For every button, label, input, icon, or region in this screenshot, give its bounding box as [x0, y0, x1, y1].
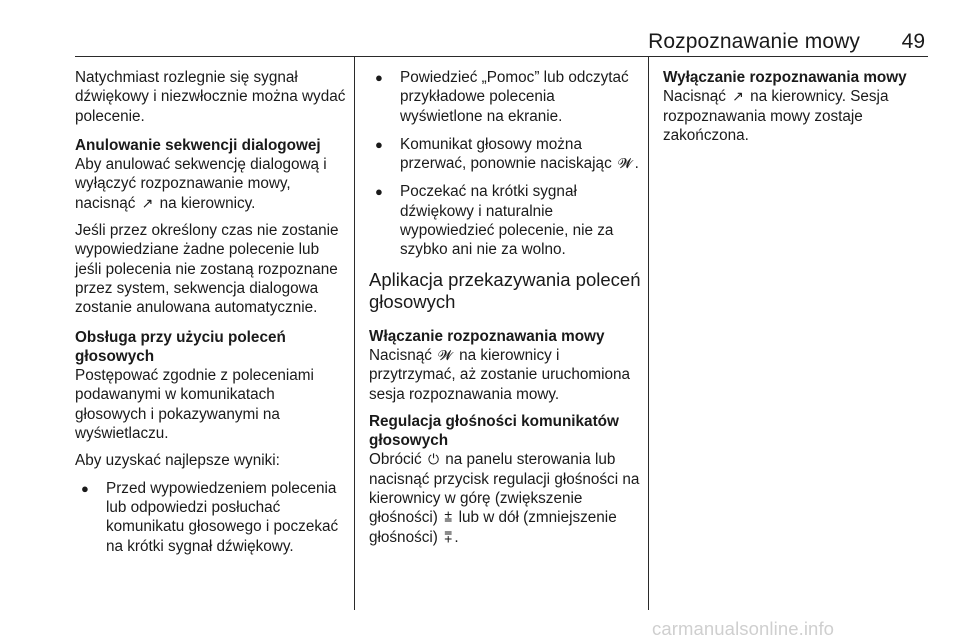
volume-text-d: . — [454, 528, 459, 546]
bullet-icon: ● — [375, 184, 383, 200]
column-2 — [369, 68, 641, 557]
column-divider-1 — [354, 56, 355, 610]
best-results-intro: Aby uzyskać najlepsze wyniki: — [75, 452, 280, 470]
disable-paragraph — [663, 87, 931, 145]
intro-paragraph: Natychmiast rozlegnie się sygnał dźwiękowy i niezwłocznie można wydać polecenie. — [75, 69, 346, 125]
list-item — [369, 68, 641, 126]
page-number: 49 — [901, 30, 925, 53]
bullet-text-3b: . — [634, 155, 639, 173]
volume-paragraph — [369, 450, 641, 546]
voice-usage-heading: Obsługa przy użyciu poleceń głosowych — [75, 328, 286, 365]
list-item — [369, 182, 641, 259]
tips-list — [75, 479, 347, 556]
timeout-paragraph: Jeśli przez określony czas nie zostanie wypowiedziane żadne polecenie lub jeśli polecenia nie zostaną rozpoznane przez system, sekwencja dialogowa zostanie anulowana automatycznie. — [75, 222, 339, 317]
bullet-text-3a: Komunikat głosowy można przerwać, ponownie naciskając — [400, 135, 612, 173]
bullet-icon: ● — [375, 136, 383, 152]
watermark: carmanualsonline.info — [652, 618, 835, 639]
cancel-dialog-paragraph — [75, 155, 347, 213]
bullet-text-4: Poczekać na krótki sygnał dźwiękowy i naturalnie wypowiedzieć polecenie, nie za szybko ani nie za wolno. — [400, 183, 614, 259]
voice-usage-paragraph: Postępować zgodnie z poleceniami podawanymi w komunikatach głosowych i pokazywanymi na wyświetlaczu. — [75, 367, 314, 443]
cancel-text-start: Aby anulować sekwencję dialogową i wyłączyć rozpoznawanie mowy, nacisnąć — [75, 156, 327, 212]
column-3 — [663, 68, 931, 155]
voice-recognition-icon: 𝓦 — [438, 346, 453, 363]
phone-hangup-icon: ↗ — [732, 88, 744, 105]
volume-up-icon: ⩲ — [444, 509, 453, 526]
volume-down-icon: ⩱ — [444, 528, 453, 545]
disable-text-end: na kierownicy. Sesja rozpoznawania mowy zostaje zakończona. — [663, 88, 889, 144]
cancel-text-end: na kierownicy. — [159, 194, 256, 212]
cancel-dialog-heading: Anulowanie sekwencji dialogowej — [75, 136, 321, 154]
phone-hangup-icon: ↗ — [141, 194, 154, 211]
section-heading: Aplikacja przekazywania poleceń głosowych — [369, 268, 641, 312]
bullet-text-1: Przed wypowiedzeniem polecenia lub odpowiedzi posłuchać komunikatu głosowego i poczekać na krótki sygnał dźwiękowy. — [106, 479, 339, 555]
bullet-icon: ● — [81, 480, 89, 496]
disable-heading: Wyłączanie rozpoznawania mowy — [663, 69, 907, 86]
volume-text-a: Obrócić — [369, 451, 422, 469]
volume-text-b: na panelu sterowania lub nacisnąć przycisk regulacji głośności na kierownicy w górę (zwiększenie głośności) — [369, 451, 640, 527]
column-1 — [75, 68, 347, 565]
bullet-icon: ● — [375, 70, 383, 85]
enable-paragraph — [369, 346, 641, 404]
tips-list-continued — [369, 68, 641, 260]
column-divider-2 — [648, 56, 649, 610]
list-item — [369, 135, 641, 174]
volume-text-c: lub w dół (zmniejszenie głośności) — [369, 509, 617, 546]
header-divider — [75, 56, 928, 57]
enable-heading: Włączanie rozpoznawania mowy — [369, 327, 605, 345]
enable-text-end: na kierownicy i przytrzymać, aż zostanie uruchomiona sesja rozpoznawania mowy. — [369, 346, 631, 403]
list-item — [75, 479, 347, 556]
voice-recognition-icon: 𝓦 — [617, 155, 633, 172]
page-header-title: Rozpoznawanie mowy — [648, 30, 860, 53]
bullet-text-2: Powiedzieć „Pomoc” lub odczytać przykładowe polecenia wyświetlone na ekranie. — [400, 69, 629, 125]
enable-text-start: Nacisnąć — [369, 346, 432, 364]
disable-text-start: Nacisnąć — [663, 88, 726, 106]
power-knob-icon: ⏻ — [427, 451, 440, 468]
volume-heading: Regulacja głośności komunikatów głosowych — [369, 412, 619, 450]
